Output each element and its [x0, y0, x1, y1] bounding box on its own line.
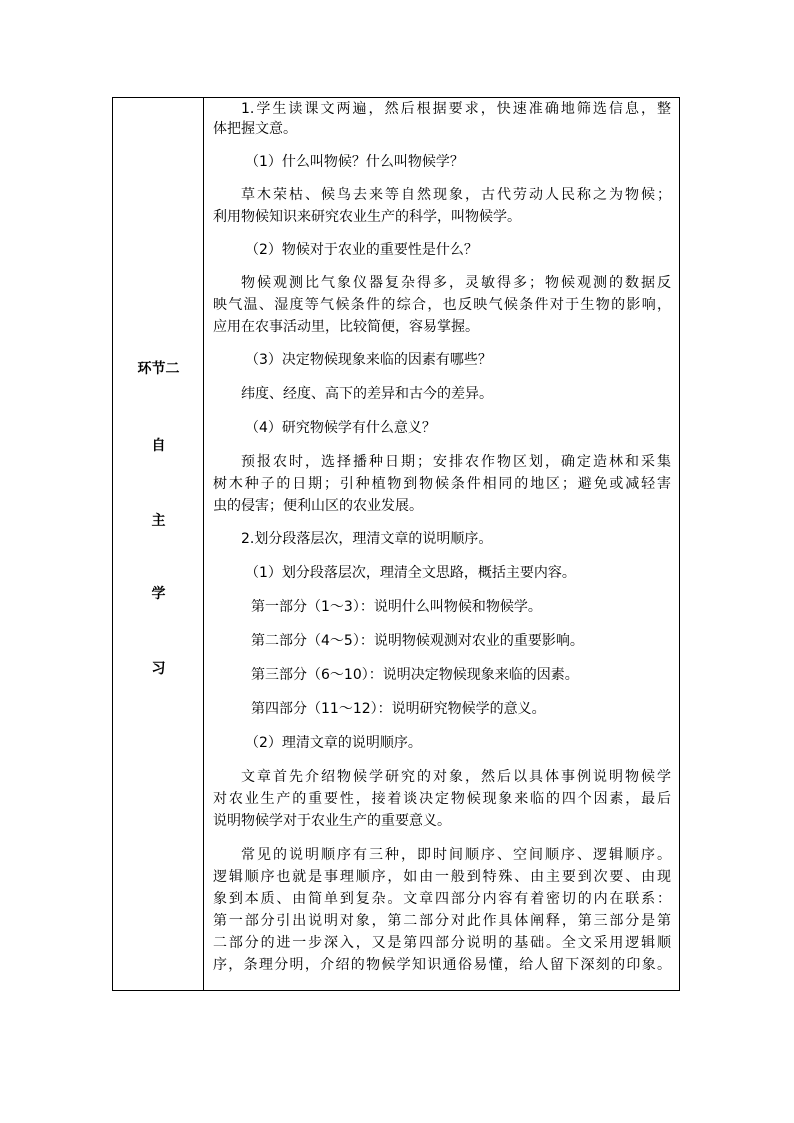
question-4: （4）研究物候学有什么意义？: [245, 420, 436, 436]
answer-4-line-2: 树木种子的日期；引种植物到物候条件相同的地区；避免或减轻害: [213, 476, 671, 492]
label-char-2: 主: [151, 513, 166, 529]
label-char-3: 学: [151, 586, 166, 602]
question-2: （2）物候对于农业的重要性是什么？: [245, 242, 478, 258]
content-cell: [205, 98, 679, 990]
task-1-line-1: 1.学生读课文两遍，然后根据要求，快速准确地筛选信息，整: [241, 101, 671, 117]
order-para-1-line-3: 说明物候学对于农业生产的重要意义。: [213, 813, 451, 829]
task-2-question-2: （2）理清文章的说明顺序。: [245, 735, 422, 751]
answer-4-line-3: 虫的侵害；便利山区的农业发展。: [213, 498, 423, 514]
part-2: 第二部分（4～5）：说明物候观测对农业的重要影响。: [251, 633, 584, 649]
answer-2-line-1: 物候观测比气象仪器复杂得多，灵敏得多；物候观测的数据反: [241, 275, 671, 291]
question-3: （3）决定物候现象来临的因素有哪些？: [245, 352, 492, 368]
answer-2-line-2: 映气温、湿度等气候条件的综合，也反映气候条件对于生物的影响，: [213, 297, 671, 313]
part-1: 第一部分（1～3）：说明什么叫物候和物候学。: [251, 599, 542, 615]
answer-3: 纬度、经度、高下的差异和古今的差异。: [241, 386, 493, 402]
label-char-1: 自: [151, 438, 166, 454]
task-1-line-2: 体把握文意。: [213, 121, 297, 137]
order-para-2-line-2: 逻辑顺序也就是事理顺序，如由一般到特殊、由主要到次要、由现: [213, 869, 671, 885]
answer-4-line-1: 预报农时，选择播种日期；安排农作物区划，确定造林和采集: [241, 454, 671, 470]
part-3: 第三部分（6～10）：说明决定物候现象来临的因素。: [251, 667, 579, 683]
order-para-1-line-1: 文章首先介绍物候学研究的对象，然后以具体事例说明物候学: [241, 769, 671, 785]
part-4: 第四部分（11～12）：说明研究物候学的意义。: [251, 701, 546, 717]
task-2: 2.划分段落层次，理清文章的说明顺序。: [241, 531, 493, 547]
question-1: （1）什么叫物候？什么叫物候学？: [245, 154, 464, 170]
order-para-2-line-5: 二部分的进一步深入，又是第四部分说明的基础。全文采用逻辑顺: [213, 935, 671, 951]
section-label-cell: [113, 98, 204, 990]
label-char-4: 习: [151, 661, 166, 677]
answer-1-line-2: 利用物候知识来研究农业生产的科学，叫物候学。: [213, 209, 521, 225]
task-2-question-1: （1）划分段落层次，理清全文思路，概括主要内容。: [245, 565, 576, 581]
study-table: [112, 97, 680, 991]
answer-1-line-1: 草木荣枯、候鸟去来等自然现象，古代劳动人民称之为物候；: [241, 187, 671, 203]
order-para-2-line-3: 象到本质、由简单到复杂。文章四部分内容有着密切的内在联系：: [213, 891, 671, 907]
order-para-2-line-1: 常见的说明顺序有三种，即时间顺序、空间顺序、逻辑顺序。: [241, 847, 671, 863]
answer-2-line-3: 应用在农事活动里，比较简便，容易掌握。: [213, 319, 479, 335]
order-para-1-line-2: 对农业生产的重要性，接着谈决定物候现象来临的四个因素，最后: [213, 791, 671, 807]
order-para-2-line-4: 第一部分引出说明对象，第二部分对此作具体阐释，第三部分是第: [213, 913, 671, 929]
section-heading: 环节二: [137, 361, 180, 377]
order-para-2-line-6: 序，条理分明，介绍的物候学知识通俗易懂，给人留下深刻的印象。: [213, 957, 671, 973]
